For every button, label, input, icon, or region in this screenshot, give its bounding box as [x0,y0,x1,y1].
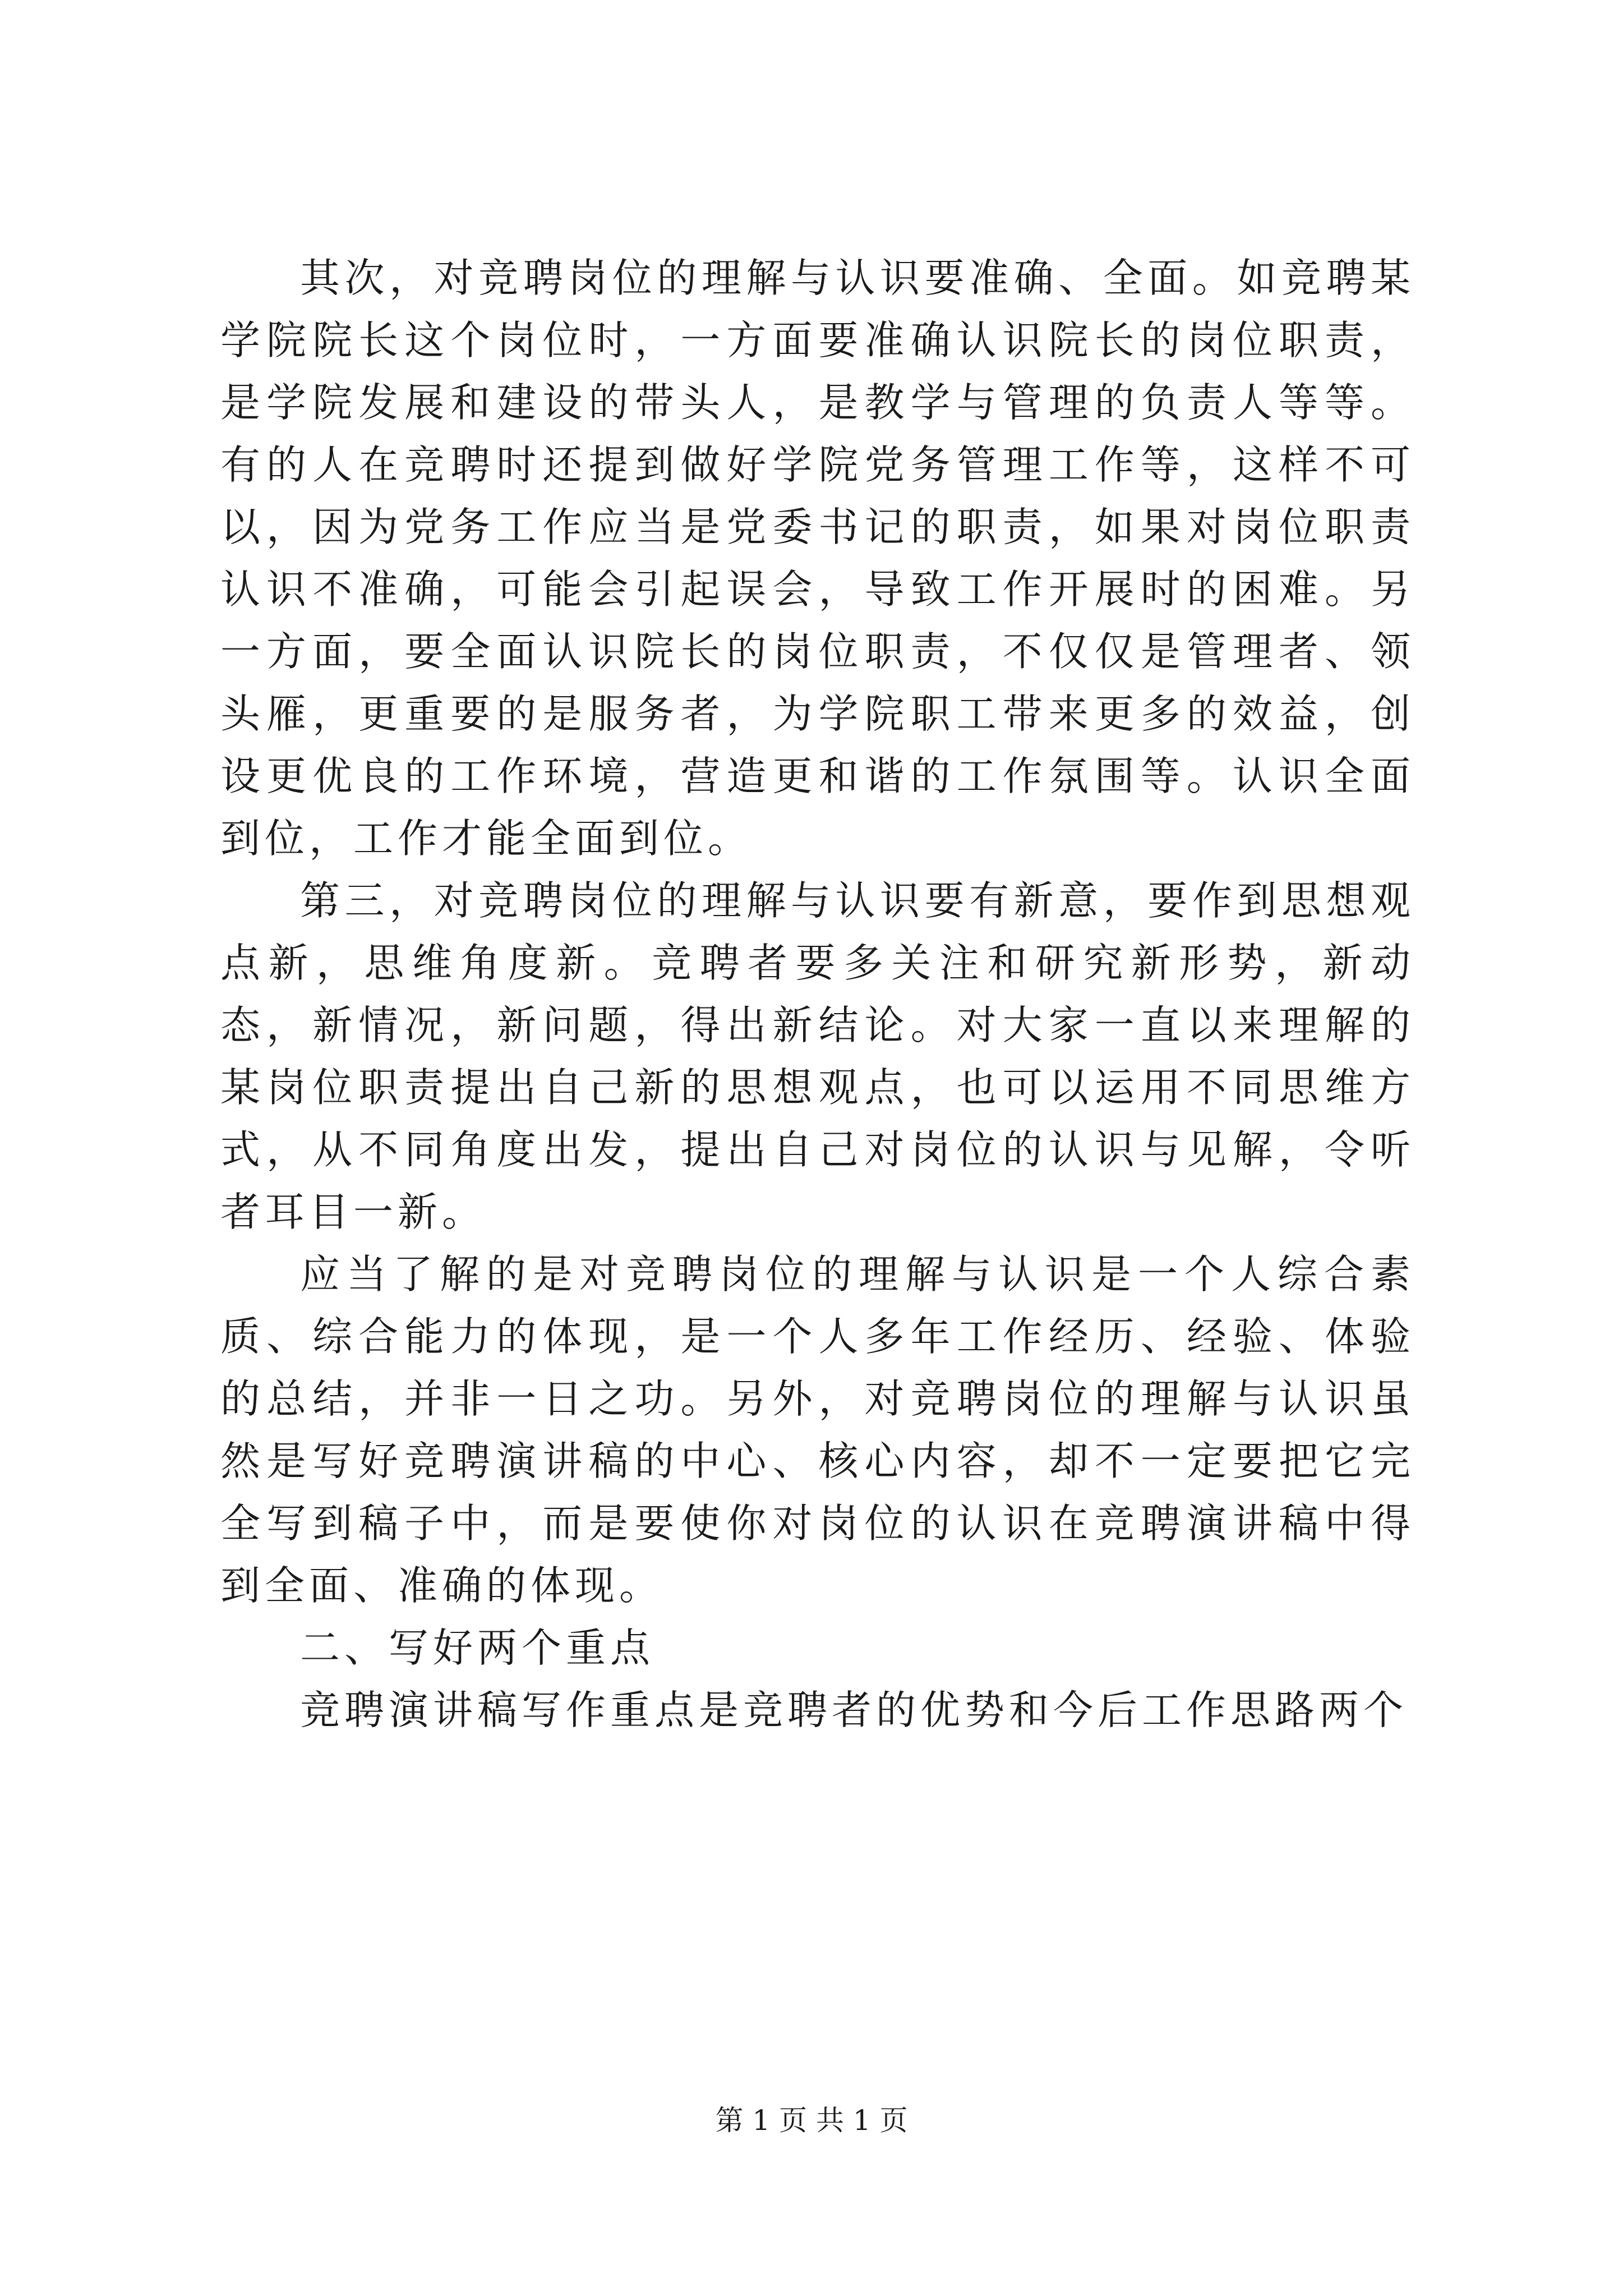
page-footer: 第 1 页 共 1 页 [715,2104,908,2137]
paragraph-second-point: 其次，对竞聘岗位的理解与认识要准确、全面。如竞聘某学院院长这个岗位时，一方面要准确认识院长的岗位职责，是学院发展和建设的带头人，是教学与管理的负责人等等。有的人在竞聘时还提到做好学院党务管理工作等，这样不可以，因为党务工作应当是党委书记的职责，如果对岗位职责认识不准确，可能会引起误会，导致工作开展时的困难。另一方面，要全面认识院长的岗位职责，不仅仅是管理者、领头雁，更重要的是服务者，为学院职工带来更多的效益，创设更优良的工作环境，营造更和谐的工作氛围等。认识全面到位，工作才能全面到位。 [220,255,1415,862]
paragraph-understanding-note: 应当了解的是对竞聘岗位的理解与认识是一个人综合素质、综合能力的体现，是一个人多年工作经历、经验、体验的总结，并非一日之功。另外，对竞聘岗位的理解与认识虽然是写好竞聘演讲稿的中心、核心内容，却不一定要把它完全写到稿子中，而是要使你对岗位的认识在竞聘演讲稿中得到全面、准确的体现。 [220,1251,1415,1609]
section-heading: 二、写好两个重点 [300,1625,655,1671]
paragraph-key-points: 竞聘演讲稿写作重点是竞聘者的优势和今后工作思路两个 [300,1687,1408,1733]
document-body [220,247,1415,1741]
paragraph-third-point: 第三，对竞聘岗位的理解与认识要有新意，要作到思想观点新，思维角度新。竞聘者要多关注和研究新形势，新动态，新情况，新问题，得出新结论。对大家一直以来理解的某岗位职责提出自己新的思想观点，也可以运用不同思维方式，从不同角度出发，提出自己对岗位的认识与见解，令听者耳目一新。 [220,877,1415,1235]
